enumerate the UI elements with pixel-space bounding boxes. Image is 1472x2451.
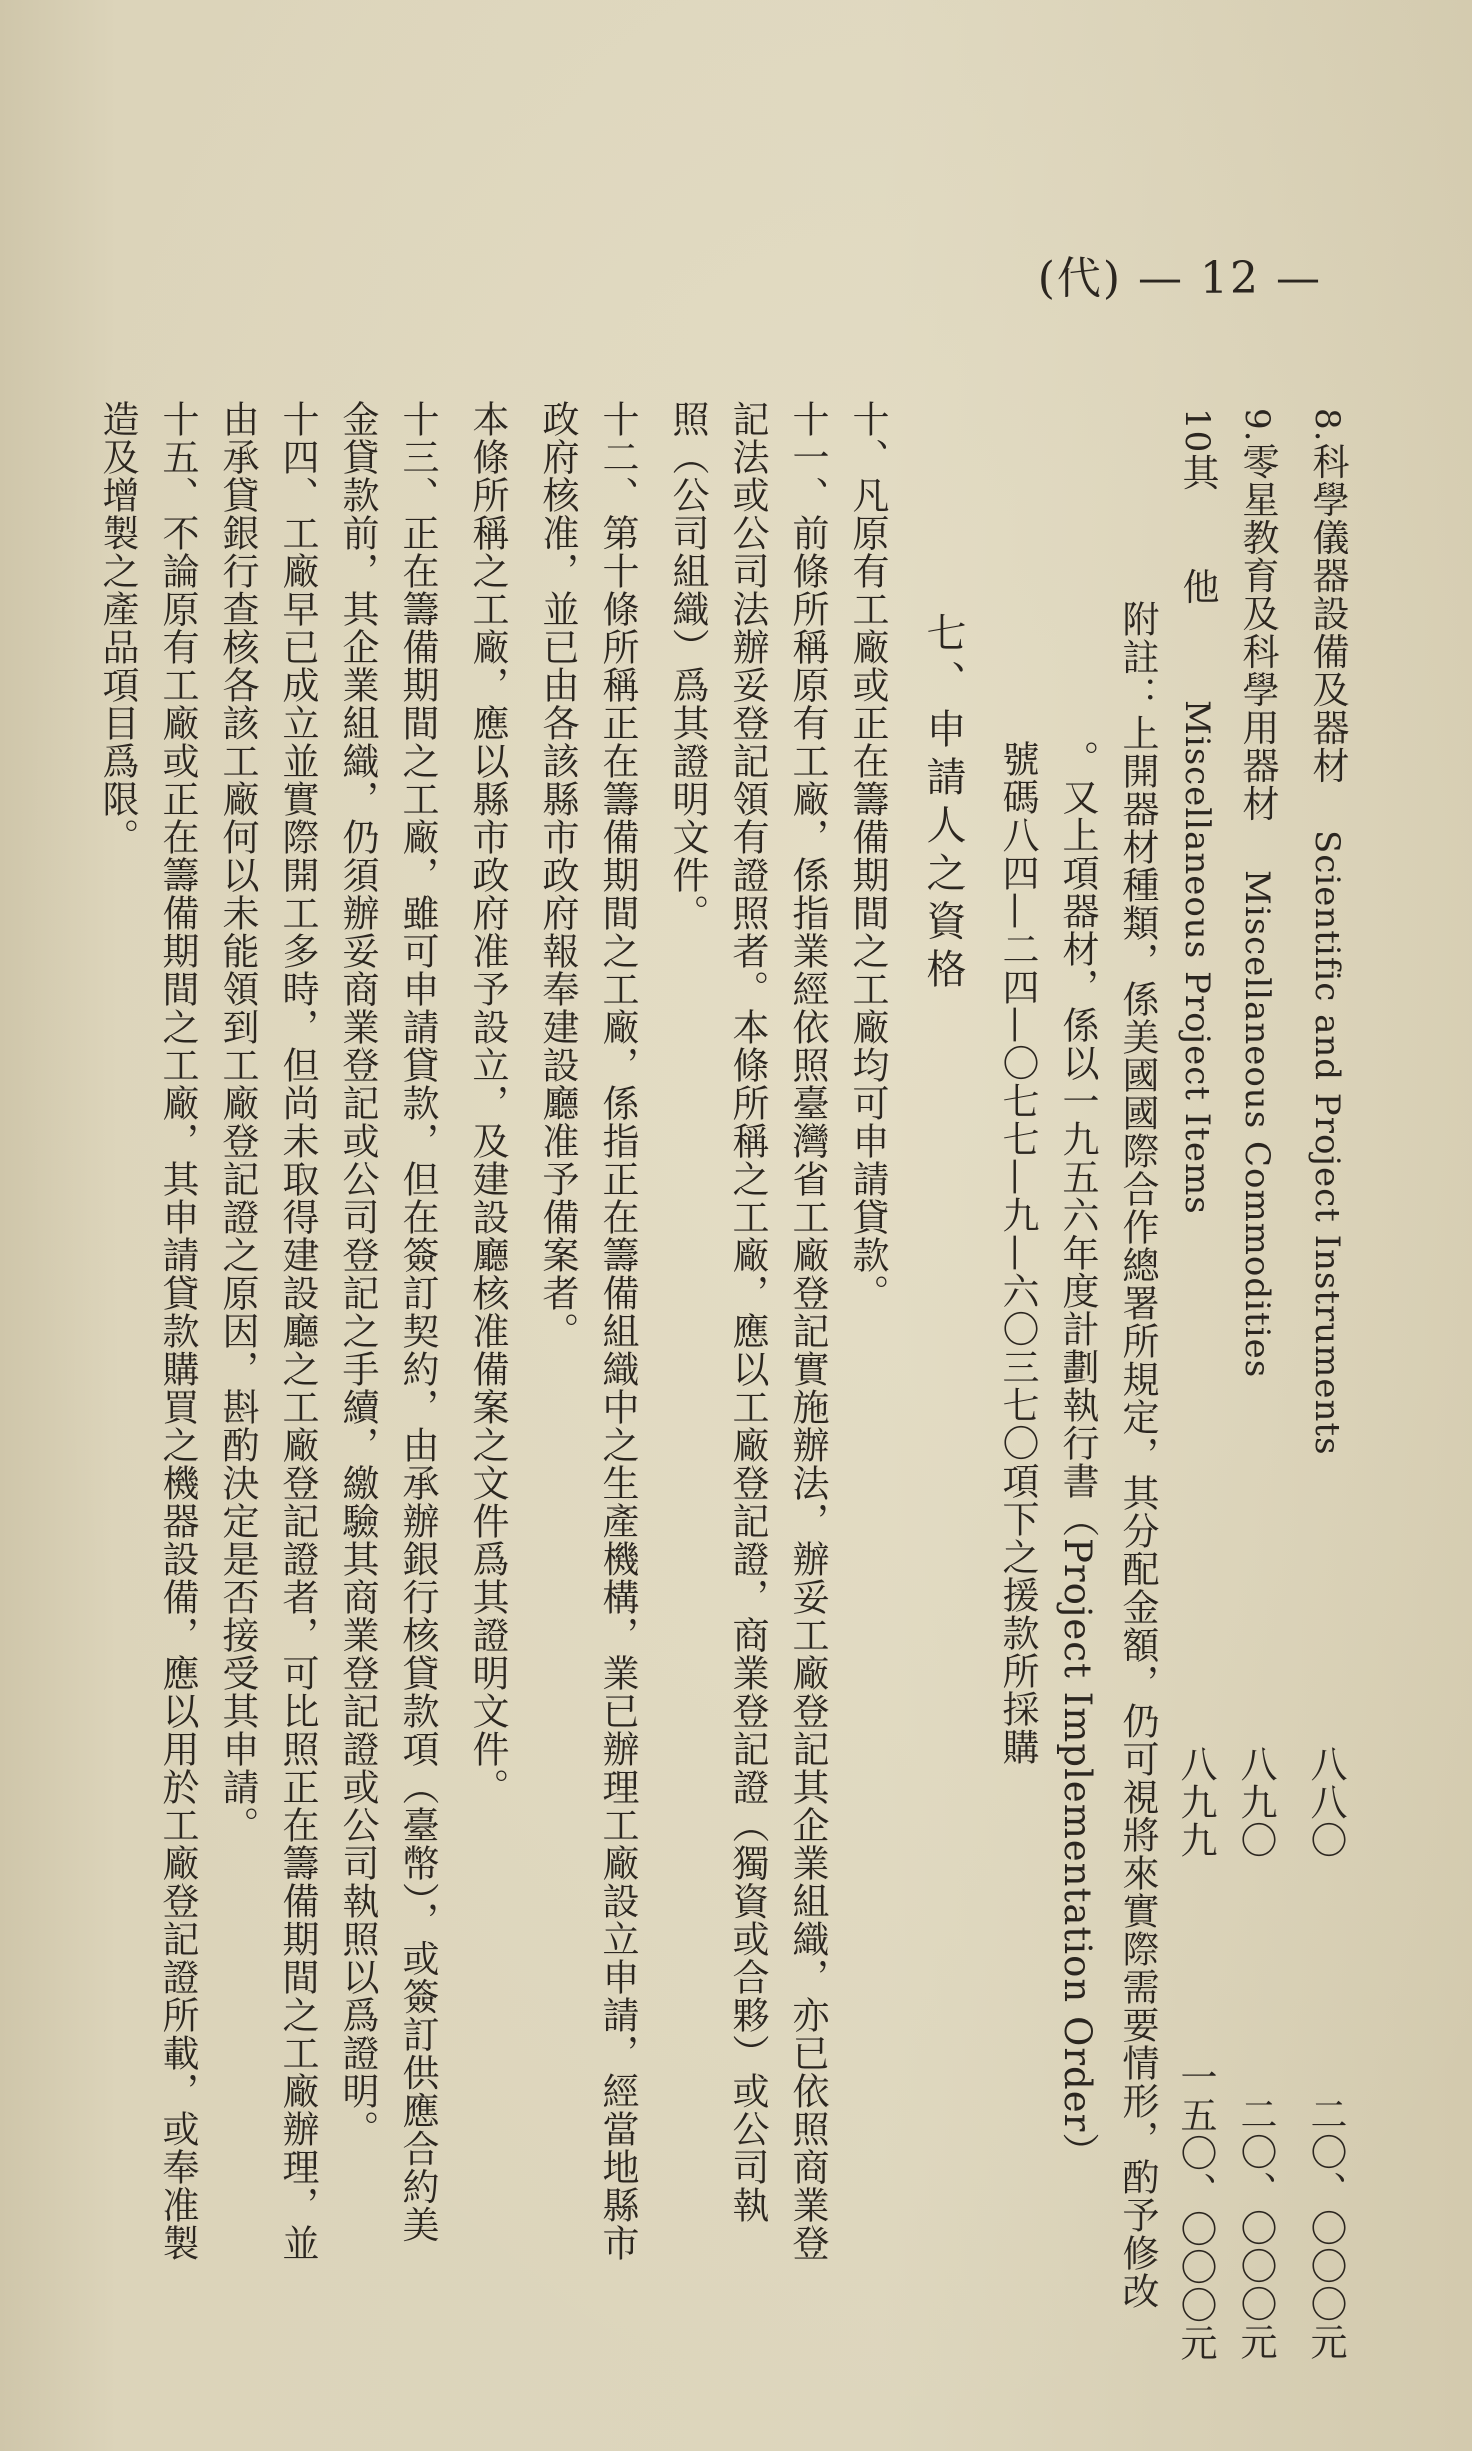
item-en: Scientific and Project Instruments (1307, 830, 1347, 1456)
paragraph-line: 照（公司組織）爲其證明文件。 (666, 400, 709, 932)
item-amount: 一五〇、〇〇〇元 (1174, 2058, 1217, 2362)
item-zh: 科學儀器設備及器材 (1306, 442, 1349, 785)
paragraph-line: 記法或公司法辦妥登記領有證照者。本條所稱之工廠，應以工廠登記證，商業登記證（獨資或合夥）或公司執 (726, 400, 769, 2224)
paragraph-line: 十三、正在籌備期間之工廠，雖可申請貸款，但在簽訂契約，由承辦銀行核貸款項（臺幣），或簽訂供應合約美 (396, 400, 439, 2244)
paragraph-line: 十一、前條所稱原有工廠，係指業經依照臺灣省工廠登記實施辦法，辦妥工廠登記其企業組織，亦已依照商業登 (786, 400, 829, 2262)
page-header: (代) — 12 — (1037, 253, 1322, 304)
paragraph-line: 造及增製之產品項目爲限。 (96, 400, 139, 856)
item-code: 八九〇 (1234, 1745, 1277, 1859)
item-number: 10 (1177, 408, 1217, 454)
paragraph-line: 政府核准，並已由各該縣市政府報奉建設廳准予備案者。 (536, 400, 579, 1350)
section-heading: 七、申請人之資格 (920, 612, 966, 996)
item-line (1302, 408, 1352, 784)
item-amount: 二〇、〇〇〇元 (1304, 2095, 1347, 2361)
note-line: 。又上項器材，係以一九五六年度計劃執行書（Project Implementation Order） (1056, 740, 1099, 2171)
item-en: Miscellaneous Commodities (1237, 870, 1277, 1379)
item-zh: 零星教育及科學用器材 (1236, 442, 1279, 823)
note-line: 附註：上開器材種類，係美國國際合作總署所規定，其分配金額，仍可視將來實際需要情形，酌予修改 (1116, 600, 1159, 2310)
paragraph-line: 十二、第十條所稱正在籌備期間之工廠，係指正在籌備組織中之生產機構，業已辦理工廠設立申請，經當地縣市 (596, 400, 639, 2262)
item-code: 八八〇 (1304, 1745, 1347, 1859)
item-number: 8. (1307, 408, 1347, 443)
note-line: 號碼八四—二四—〇七七—九—六〇三七〇項下之援款所採購 (996, 740, 1039, 1766)
paragraph-line: 金貸款前，其企業組織，仍須辦妥商業登記或公司登記之手續，繳驗其商業登記證或公司執照以爲證明。 (336, 400, 379, 2148)
item-code: 八九九 (1174, 1745, 1217, 1859)
item-number: 9. (1237, 408, 1277, 443)
paragraph-line: 十五、不論原有工廠或正在籌備期間之工廠，其申請貸款購買之機器設備，應以用於工廠登記證所載，或奉准製 (156, 400, 199, 2262)
item-line (1232, 408, 1282, 822)
item-line (1172, 408, 1222, 605)
paragraph-line: 由承貸銀行查核各該工廠何以未能領到工廠登記證之原因，斟酌決定是否接受其申請。 (216, 400, 259, 1844)
item-zh: 其 他 (1176, 453, 1219, 606)
item-amount: 二〇、〇〇〇元 (1234, 2095, 1277, 2361)
item-en: Miscellaneous Project Items (1177, 700, 1217, 1215)
paragraph-line: 十、凡原有工廠或正在籌備期間之工廠均可申請貸款。 (846, 400, 889, 1312)
paragraph-line: 本條所稱之工廠，應以縣市政府准予設立，及建設廳核准備案之文件爲其證明文件。 (466, 400, 509, 1806)
paragraph-line: 十四、工廠早已成立並實際開工多時，但尚未取得建設廳之工廠登記證者，可比照正在籌備期間之工廠辦理，並 (276, 400, 319, 2262)
